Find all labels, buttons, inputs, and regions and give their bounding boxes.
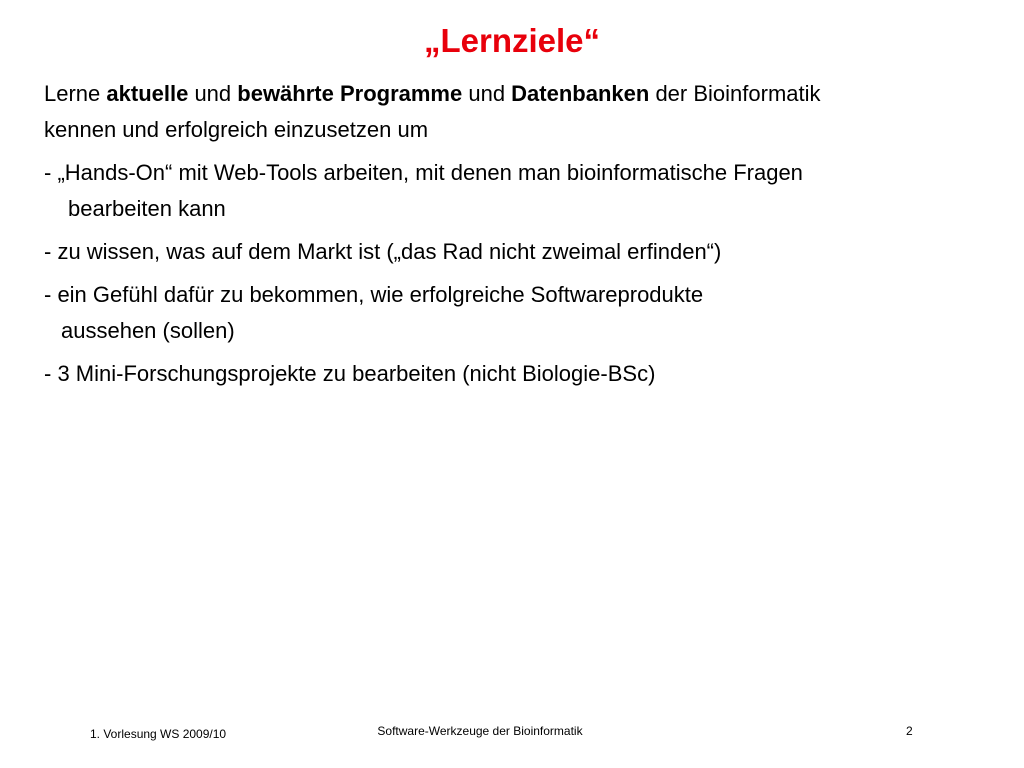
slide-title: „Lernziele“: [423, 22, 601, 59]
intro-text-3: und: [462, 81, 512, 106]
bullet-1-line-2: bearbeiten kann: [68, 196, 226, 221]
bullet-hands-on: [44, 155, 984, 227]
footer-lecture: 1. Vorlesung WS 2009/10: [90, 727, 227, 741]
bullet-projekte: [44, 356, 984, 392]
bullet-4-line-1: - 3 Mini-Forschungsprojekte zu bearbeiten (nicht Biologie-BSc): [44, 361, 656, 386]
intro-line-1: [44, 76, 984, 112]
bullet-3-line-1: - ein Gefühl dafür zu bekommen, wie erfolgreiche Softwareprodukte: [44, 282, 704, 307]
intro-paragraph: [44, 76, 984, 148]
intro-text-1: Lerne: [44, 81, 107, 106]
intro-line-2: kennen und erfolgreich einzusetzen um: [44, 117, 429, 142]
bullet-markt: [44, 234, 984, 270]
bullet-2-line-1: - zu wissen, was auf dem Markt ist („das Rad nicht zweimal erfinden“): [44, 239, 722, 264]
bullet-3-line-2: aussehen (sollen): [61, 318, 235, 343]
slide-content: [44, 76, 984, 399]
intro-bold-aktuelle: aktuelle: [106, 81, 189, 106]
footer-course-title: Software-Werkzeuge der Bioinformatik: [377, 724, 583, 738]
bullet-1-line-1: - „Hands-On“ mit Web-Tools arbeiten, mit denen man bioinformatische Fragen: [44, 160, 803, 185]
footer-page-number: 2: [906, 724, 913, 738]
intro-bold-datenbanken: Datenbanken: [511, 81, 650, 106]
bullet-gefuehl: [44, 277, 984, 349]
intro-text-2: und: [188, 81, 238, 106]
intro-text-4: der Bioinformatik: [649, 81, 821, 106]
intro-bold-programme: bewährte Programme: [237, 81, 463, 106]
